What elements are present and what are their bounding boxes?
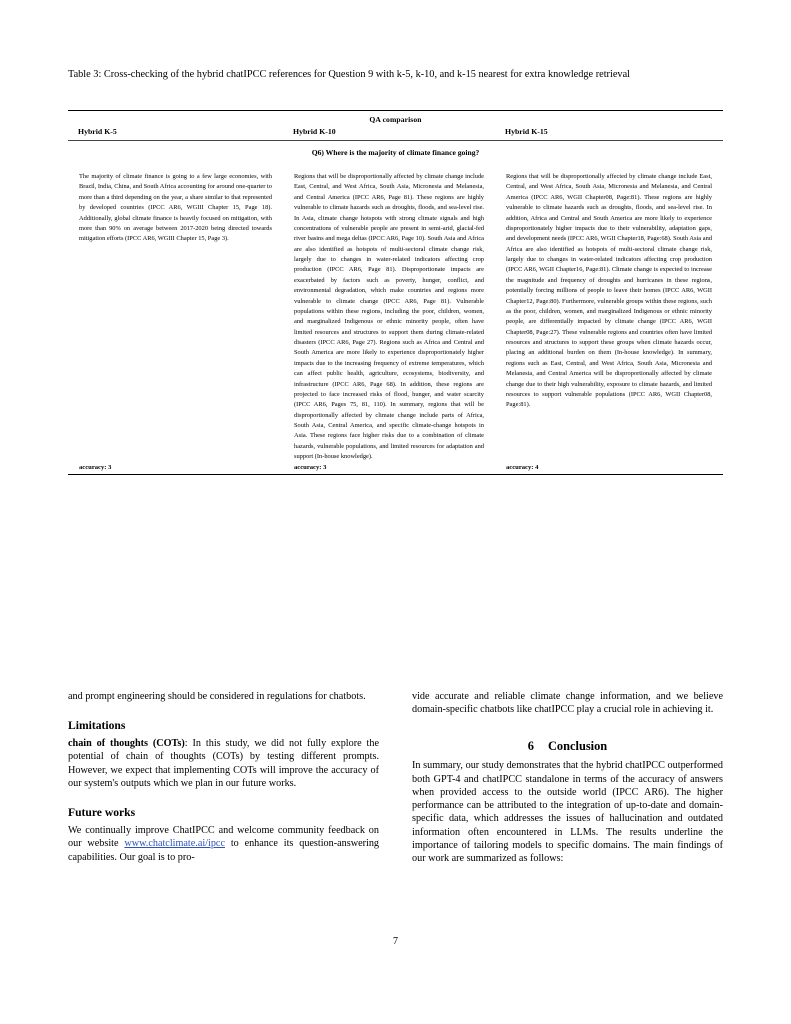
table-caption: Table 3: Cross-checking of the hybrid chatIPCC references for Question 9 with k-5, k-10, and k-15 nearest for extra knowledge retrieval [68,69,630,80]
left-continued-paragraph: and prompt engineering should be considered in regulations for chatbots. [68,691,366,702]
comparison-table [68,110,723,475]
paragraph-future-works [68,824,379,864]
page-number: 7 [393,936,398,947]
heading-limitations: Limitations [68,719,126,733]
right-text-column [412,690,723,865]
paragraph-cots [68,737,379,790]
body-columns [68,690,723,865]
column-header-hybrid-k5: Hybrid K-5 [78,127,117,136]
table-column-header-row [68,126,723,140]
heading-conclusion [412,739,723,754]
table-cell-k5-text: The majority of climate finance is going to a few large economies, with Brazil, India, China, and South Africa accounting for around one-quarter to more than a third depending on the year, a share similar to that represented by developed countries (IPCC AR6, WGIII Chapter 15, Page 18). Additionally, global climate finance is heavily focused on mitigation, with more than 90% on average between 2017-2020 being directed towards mitigation efforts (IPCC AR6, WGIII Chapter 15, Page 3). [79,173,272,243]
table-cell-k15 [495,166,723,411]
table-group-header: QA comparison [369,115,422,124]
cots-body-text: : In this study, we did not fully explore the potential of chain of thoughts (COTs) by testing different prompts. However, we expect that implementing COTs will improve the accuracy of our system's outputs which we plan in our future works. [68,738,379,789]
heading-future-works: Future works [68,806,136,820]
table-cell-k15-text: Regions that will be disproportionally affected by climate change include East, Central, and West Africa, South Asia, Micronesia and Melanesia, and Central America (IPCC AR6, WGII Chapter08, Page:81). These regions are highly vulnerable to climate hazards such as droughts, floods, and sea-level rise. In addition, Africa and Central and South America are more likely to experience disproportionately higher impacts due to their vulnerability, adaptation gaps, and development needs (IPCC AR6, WGII Chapter18, Page:68). South Asia and Africa are also identified as hotspots of multi-sectoral climate change risk, largely due to changes in water-related indicators affecting crop production (IPCC AR6, WGII Chapter16, Page:81). Climate change is expected to increase the magnitude and frequency of droughts and hurricanes in these regions, potentially forcing millions of people to leave their homes (IPCC AR6, WGII Chapter12, Page:80). Furthermore, vulnerable groups within these regions, such as the poor, children, women, and marginalized Indigenous or ethnic minority people, are differentially impacted by climate change (IPCC AR6, WGII Chapter08, Page:27). These vulnerable regions and countries often have limited resources and structures to support these groups when climate hazards occur, placing an additional burden on them (In-house knowledge). In summary, regions such as East, Central, and West Africa, South Asia, Micronesia and Melanesia, and Central America will be disproportionally affected by climate change due to their high vulnerability, exposure to climate hazards, and limited resources to support vulnerable populations (IPCC AR6, WGII Chapter08, Page:81). [506,173,712,409]
accuracy-k15: accuracy: 4 [506,463,539,471]
table-question-row: Q6) Where is the majority of climate finance going? [311,148,480,157]
conclusion-section-title: Conclusion [547,738,608,753]
column-header-hybrid-k10: Hybrid K-10 [293,127,336,136]
table-body-row [68,166,723,463]
left-text-column [68,690,379,865]
table-accuracy-row [68,463,723,474]
table-cell-k10-text: Regions that will be disproportionally affected by climate change include East, Central, and West Africa, South Asia, Micronesia and Melanesia, and Central America (IPCC AR6, Page 81). These regions are highly vulnerable to climate hazards such as droughts, floods, and sea-level rise. In Asia, climate change hotspots with strong climate signals and high concentrations of vulnerable people are present in semi-arid, glacial-fed river basins and mega deltas (IPCC AR6, Page 10). South Asia and Africa are also identified as hotspots of multi-sectoral climate change risk, largely due to changes in water-related indicators affecting crop production (IPCC AR6, Page 81). Disproportionate impacts are exacerbated by factors such as poverty, hunger, conflict, and environmental degradation, which make countries and regions more vulnerable to climate change (IPCC AR6, Page 81). Vulnerable populations within these regions, including the poor, children, women, and marginalized Indigenous or ethnic minority people, often have limited resources and structures to support them during climate-related disasters (IPCC AR6, Page 27). Regions such as Africa and Central and South America are more likely to experience disproportionately higher impacts due to the increasing frequency of extreme temperatures, which can affect public health, agriculture, ecosystems, biodiversity, and infrastructure (IPCC AR6, Page 68). In addition, these regions are projected to face increased risks of flood, hunger, and water scarcity (IPCC AR6, Pages 75, 81, 110). In summary, regions that will be disproportionally affected by climate change include parts of Africa, South Asia, Central America, and specific climate-change hotspots in Asia. These regions face higher risks due to a combination of climate hazards, vulnerable populations, and limited resources for adaptation and support (In-house knowledge). [294,173,484,461]
table-bottom-rule [68,474,723,475]
cots-runin-label: chain of thoughts (COTs) [68,738,185,750]
future-works-text-after: to enhance its question-answering capabilities. Our goal is to pro- [68,838,380,863]
table-cell-k5 [68,166,283,245]
conclusion-section-number: 6 [527,738,534,753]
right-continued-paragraph: vide accurate and reliable climate change information, and we believe domain-specific chatbots like chatIPCC play a crucial role in achieving it. [412,691,723,716]
accuracy-k5: accuracy: 3 [79,463,112,471]
accuracy-k10: accuracy: 3 [294,463,327,471]
chatclimate-website-link[interactable]: www.chatclimate.ai/ipcc [124,838,225,850]
future-works-text-before: We continually improve ChatIPCC and welcome community feedback on our website [68,825,379,850]
column-header-hybrid-k15: Hybrid K-15 [505,127,548,136]
table-cell-k10 [283,166,495,463]
paragraph-conclusion: In summary, our study demonstrates that the hybrid chatIPCC outperformed both GPT-4 and chatIPCC standalone in terms of the accuracy of answers when provided access to the outside world (IPCC AR6). The higher performance can be attributed to the integration of up-to-date and domain-specific data, which addresses the issues of hallucination and outdated information often encountered in LLMs. The results underline the importance of tailoring models to specific domains. The main findings of our work are summarized as follows: [412,760,723,865]
